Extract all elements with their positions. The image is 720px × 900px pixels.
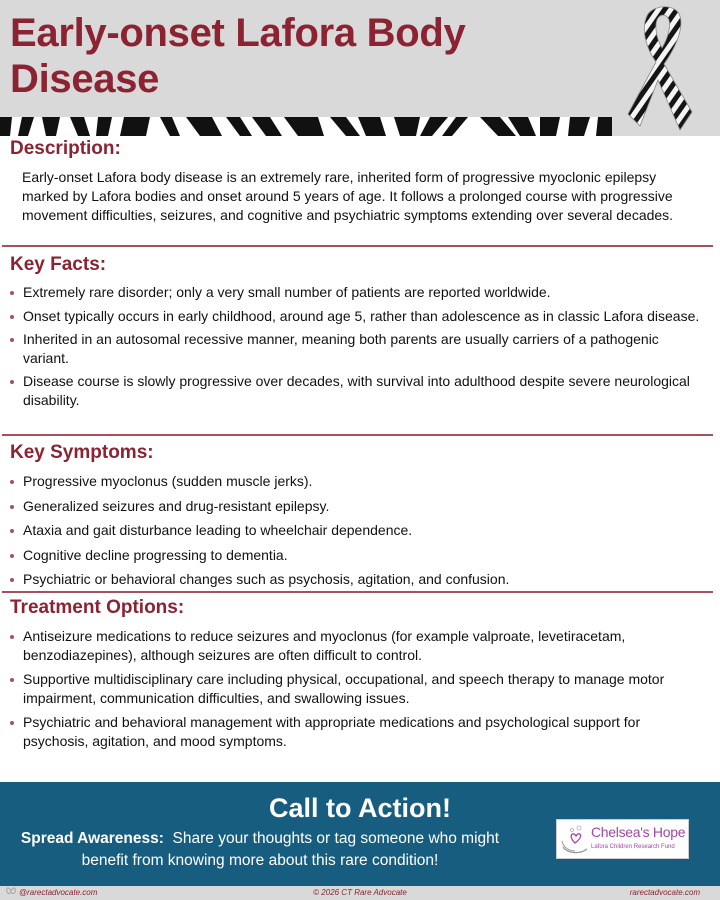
list-item [10,372,708,409]
key-facts-list [0,283,720,409]
description-text: Early-onset Lafora body disease is an extremely rare, inherited form of progressive myoclonic epilepsy marked by Lafora bodies and onset around 5 years of age. It follows a prolonged course with progressive movement difficulties, seizures, and cognitive and psychiatric symptoms extending over several decades. [22,169,674,223]
cta-body [0,828,520,872]
list-item-text: Inherited in an autosomal recessive manner, meaning both parents are usually carriers of a pathogenic variant. [23,331,659,366]
list-item [10,570,708,589]
list-item [10,283,708,302]
list-item-text: Disease course is slowly progressive over decades, with survival into adulthood despite severe neurological disability. [23,373,690,408]
key-facts-heading: Key Facts: [10,254,107,275]
cta-lead: Spread Awareness: [20,830,164,847]
header [0,0,720,136]
bullet-icon [10,380,14,384]
bullet-icon [10,505,14,509]
bullet-icon [10,678,14,682]
list-item-text: Progressive myoclonus (sudden muscle jerks). [23,473,313,489]
section-divider [2,591,713,593]
bullet-icon [10,338,14,342]
footer [0,886,720,900]
list-item [10,521,708,540]
logo-subtitle: Lafora Children Research Fund [591,844,675,850]
bullet-icon [10,529,14,533]
list-item [10,307,708,326]
list-item [10,497,708,516]
bullet-icon [10,578,14,582]
list-item-text: Onset typically occurs in early childhood, around age 5, rather than adolescence as in classic Lafora disease. [23,307,700,324]
chelseas-hope-logo[interactable] [556,819,689,859]
list-item [10,713,708,750]
heart-hands-icon [559,821,591,859]
key-symptoms-list [0,472,720,589]
logo-name: Chelsea's Hope [591,824,686,840]
treatment-options-section [0,597,720,756]
description-heading: Description: [10,138,121,159]
page-title: Early-onset Lafora Body Disease [10,11,466,101]
zebra-pattern [0,117,612,136]
zebra-awareness-ribbon-icon [618,2,708,132]
list-item-text: Extremely rare disorder; only a very small number of patients are reported worldwide. [23,284,551,300]
zebra-stripe-banner [0,117,612,136]
list-item [10,330,708,367]
list-item [10,472,708,491]
list-item-text: Cognitive decline progressing to dementia. [23,546,288,563]
key-symptoms-section [0,442,720,595]
list-item-text: Generalized seizures and drug-resistant epilepsy. [23,497,330,514]
key-symptoms-heading: Key Symptoms: [10,442,154,463]
treatment-options-heading: Treatment Options: [10,597,185,618]
list-item-text: Supportive multidisciplinary care including physical, occupational, and speech therapy to manage motor impairment, communication difficulties, and swallowing issues. [23,671,665,706]
list-item [10,627,708,664]
key-facts-section [0,254,720,414]
list-item-text: Ataxia and gait disturbance leading to wheelchair dependence. [23,522,413,538]
footer-copyright: © 2026 CT Rare Advocate [313,888,407,897]
treatment-options-list [0,627,720,750]
bullet-icon [10,721,14,725]
section-divider [2,245,713,247]
list-item-text: Psychiatric or behavioral changes such as psychosis, agitation, and confusion. [23,571,510,587]
list-item [10,546,708,565]
call-to-action-banner [0,782,720,886]
bullet-icon [10,480,14,484]
cta-title: Call to Action! [269,793,451,823]
bullet-icon [10,291,14,295]
list-item-text: Antiseizure medications to reduce seizures and myoclonus (for example valproate, levetiracetam, benzodiazepines), although seizures are often difficult to control. [23,628,626,663]
bullet-icon [10,635,14,639]
section-divider [2,434,713,436]
list-item [10,670,708,707]
description-section [0,136,720,225]
list-item-text: Psychiatric and behavioral management with appropriate medications and psychological support for psychosis, agitation, and mood symptoms. [23,714,641,749]
footer-handle[interactable]: @rarectadvocate.com [19,888,98,897]
bullet-icon [10,554,14,558]
footer-website[interactable]: rarectadvocate.com [629,888,700,897]
bullet-icon [10,315,14,319]
cta-text: Share your thoughts or tag someone who might benefit from knowing more about this rare condition! [81,830,500,869]
